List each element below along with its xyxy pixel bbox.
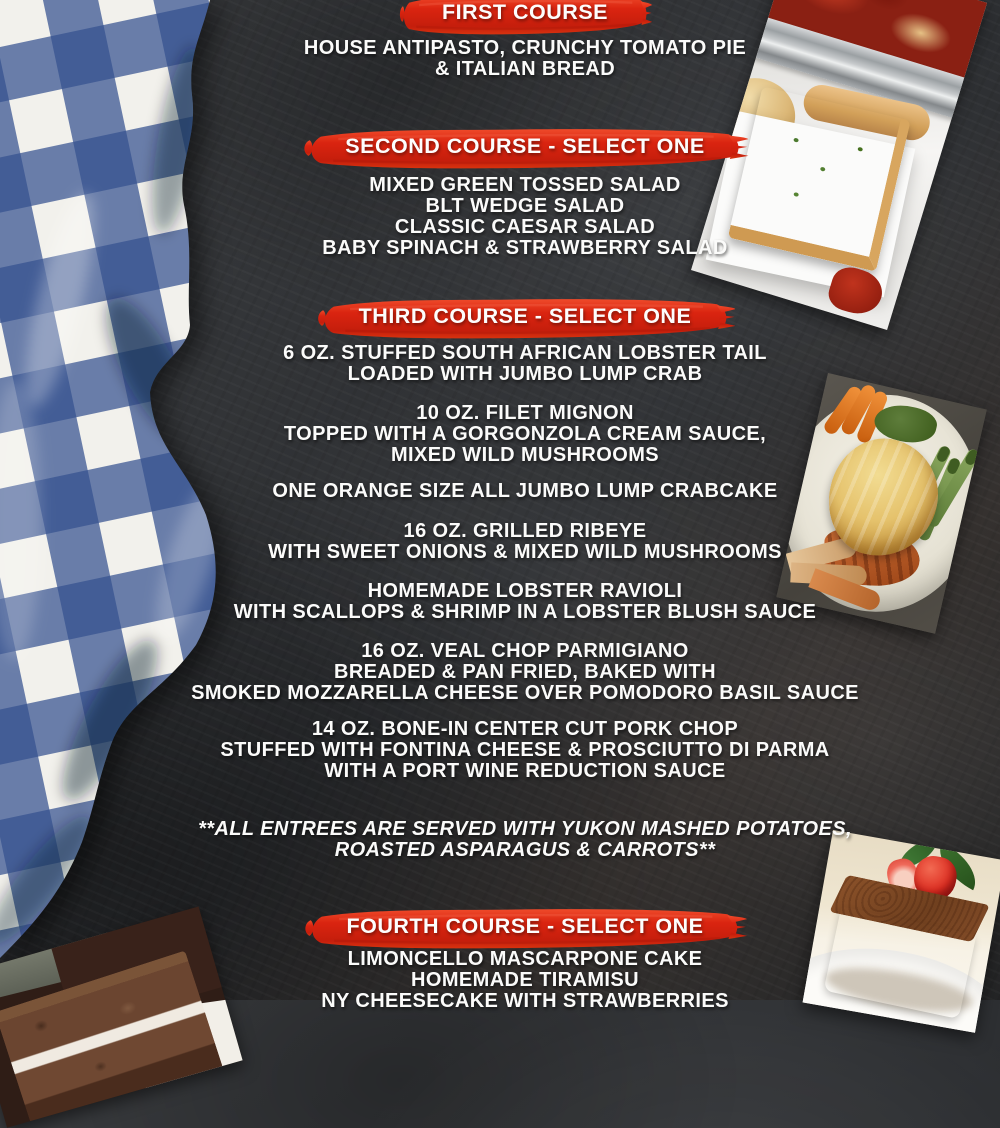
menu-line: 10 OZ. FILET MIGNON	[416, 402, 634, 424]
first-course-items	[55, 38, 995, 80]
menu-line: NY CHEESECAKE WITH STRAWBERRIES	[321, 990, 729, 1012]
third-course-banner	[55, 294, 995, 339]
course-header: SECOND COURSE - SELECT ONE	[345, 134, 705, 158]
second-course-banner	[55, 124, 995, 169]
course-header: THIRD COURSE - SELECT ONE	[358, 304, 692, 328]
menu-line: BABY SPINACH & STRAWBERRY SALAD	[322, 237, 728, 259]
menu-line: MIXED WILD MUSHROOMS	[391, 444, 659, 466]
entree-pork-chop	[55, 719, 995, 782]
menu-line: LOADED WITH JUMBO LUMP CRAB	[347, 363, 703, 385]
menu-line: TOPPED WITH A GORGONZOLA CREAM SAUCE,	[283, 423, 767, 445]
entree-lobster-ravioli	[55, 581, 995, 623]
note-line: **ALL ENTREES ARE SERVED WITH YUKON MASHED POTATOES,	[198, 818, 852, 840]
menu-line: BLT WEDGE SALAD	[425, 195, 625, 217]
menu-line: LIMONCELLO MASCARPONE CAKE	[347, 948, 703, 970]
fourth-course-banner	[55, 904, 995, 949]
course-header: FIRST COURSE	[441, 0, 609, 24]
entree-crabcake	[55, 481, 995, 502]
entree-veal-chop	[55, 641, 995, 704]
menu-line: 16 OZ. VEAL CHOP PARMIGIANO	[361, 640, 689, 662]
menu-line: CLASSIC CAESAR SALAD	[394, 216, 656, 238]
menu-line: HOMEMADE LOBSTER RAVIOLI	[367, 580, 683, 602]
menu-line: WITH A PORT WINE REDUCTION SAUCE	[324, 760, 726, 782]
menu-line: WITH SWEET ONIONS & MIXED WILD MUSHROOMS	[268, 541, 782, 563]
menu-line: & ITALIAN BREAD	[434, 58, 616, 80]
menu-line: BREADED & PAN FRIED, BAKED WITH	[333, 661, 717, 683]
first-course-banner	[55, 0, 995, 35]
menu-line: MIXED GREEN TOSSED SALAD	[369, 174, 681, 196]
entree-lobster-tail	[55, 343, 995, 385]
menu-line: 16 OZ. GRILLED RIBEYE	[403, 520, 647, 542]
menu-line: SMOKED MOZZARELLA CHEESE OVER POMODORO BASIL SAUCE	[191, 682, 859, 704]
fourth-course-items	[55, 949, 995, 1012]
entree-filet-mignon	[55, 403, 995, 466]
note-line: ROASTED ASPARAGUS & CARROTS**	[334, 839, 716, 861]
menu-line: ONE ORANGE SIZE ALL JUMBO LUMP CRABCAKE	[272, 480, 778, 502]
entrees-note	[55, 819, 995, 861]
entree-ribeye	[55, 521, 995, 563]
menu-line: HOMEMADE TIRAMISU	[411, 969, 639, 991]
second-course-items	[55, 175, 995, 259]
menu-line: 14 OZ. BONE-IN CENTER CUT PORK CHOP	[311, 718, 739, 740]
menu-line: WITH SCALLOPS & SHRIMP IN A LOBSTER BLUSH SAUCE	[233, 601, 817, 623]
menu-line: 6 OZ. STUFFED SOUTH AFRICAN LOBSTER TAIL	[283, 342, 767, 364]
menu-line: STUFFED WITH FONTINA CHEESE & PROSCIUTTO DI PARMA	[220, 739, 830, 761]
menu-line: HOUSE ANTIPASTO, CRUNCHY TOMATO PIE	[303, 37, 747, 59]
course-header: FOURTH COURSE - SELECT ONE	[346, 914, 704, 938]
